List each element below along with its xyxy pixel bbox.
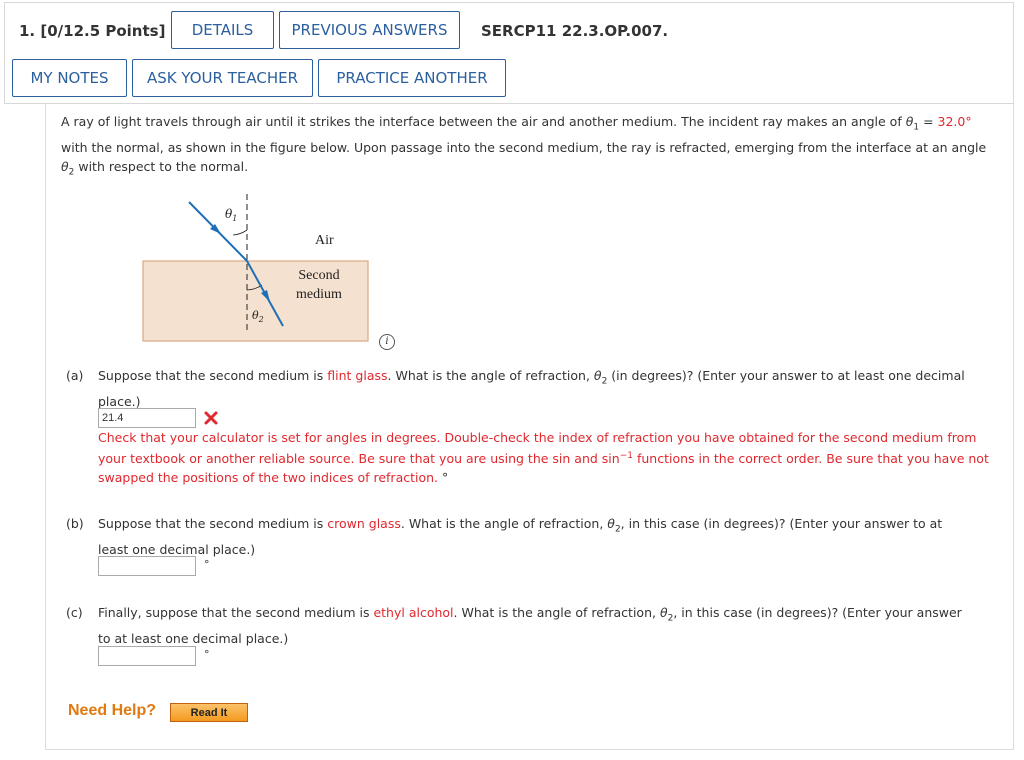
part-c xyxy=(66,603,996,646)
problem-statement xyxy=(61,112,991,182)
part-b-label: (b) xyxy=(66,516,84,531)
x-mark-icon xyxy=(203,410,219,426)
air-label: Air xyxy=(315,233,334,248)
part-c-question: Finally, suppose that the second medium is ethyl alcohol. What is the angle of refraction, $\theta_2$, in this case (in degrees)? (Enter your answer to at least one decimal place.) xyxy=(98,605,962,646)
part-a xyxy=(66,366,996,409)
theta1-value: 32.0° xyxy=(937,114,972,129)
theta2-symbol: θ xyxy=(61,158,69,174)
intro-text-1: A ray of light travels through air until it strikes the interface between the air and another medium. The incident ray makes an angle of xyxy=(61,114,906,129)
practice-another-button[interactable]: PRACTICE ANOTHER xyxy=(318,59,506,97)
equals-sign: = xyxy=(919,114,938,129)
part-b-material: crown glass xyxy=(327,516,401,531)
theta2-label: $\theta_2$ xyxy=(252,309,264,324)
part-a-material: flint glass xyxy=(327,368,388,383)
part-a-question: Suppose that the second medium is flint glass. What is the angle of refraction, $\theta_2$ (in degrees)? (Enter your answer to at least one decimal place.) xyxy=(98,368,965,409)
part-c-label: (c) xyxy=(66,605,83,620)
ask-your-teacher-button[interactable]: ASK YOUR TEACHER xyxy=(132,59,313,97)
second-medium-label-line2: medium xyxy=(296,287,342,302)
part-b xyxy=(66,514,996,557)
info-circle-icon[interactable]: i xyxy=(379,334,395,350)
part-c-material: ethyl alcohol xyxy=(373,605,454,620)
part-b-answer-input[interactable] xyxy=(98,556,196,576)
previous-answers-button[interactable]: PREVIOUS ANSWERS xyxy=(279,11,460,49)
theta2-subscript: 2 xyxy=(68,167,75,177)
theta1-label: $\theta_1$ xyxy=(225,207,238,223)
question-content xyxy=(45,104,1014,750)
theta1-symbol: θ xyxy=(905,114,914,129)
my-notes-button[interactable]: MY NOTES xyxy=(12,59,127,97)
part-c-answer-input[interactable] xyxy=(98,646,196,666)
part-a-answer-input[interactable] xyxy=(98,408,196,428)
details-button[interactable]: DETAILS xyxy=(171,11,274,49)
part-a-degree-unit: ° xyxy=(442,470,449,486)
intro-text-2: with the normal, as shown in the figure below. Upon passage into the second medium, the ray is refracted, emerging from the interface at an angle xyxy=(61,139,987,155)
question-header xyxy=(4,2,1014,104)
part-b-question: Suppose that the second medium is crown glass. What is the angle of refraction, $\theta_2$, in this case (in degrees)? (Enter your answer to at least one decimal place.) xyxy=(98,516,943,557)
refraction-figure xyxy=(141,186,381,346)
theta1-arc xyxy=(233,230,247,235)
question-number: 1. [0/12.5 Points] xyxy=(19,22,166,40)
read-it-button[interactable]: Read It xyxy=(170,703,248,722)
part-b-degree-unit: ° xyxy=(204,558,210,571)
part-a-feedback: Check that your calculator is set for angles in degrees. Double-check the index of refraction you have obtained for the second medium from your textbook or another reliable source. Be sure that you are using the sin and $\sin^{-1}$ functions in the correct order. Be sure that you have not swapped the positions of the two indices of refraction. ° xyxy=(98,430,989,486)
theta1-subscript: 1 xyxy=(913,122,920,133)
part-c-degree-unit: ° xyxy=(204,648,210,661)
intro-text-3: with respect to the normal. xyxy=(74,158,249,174)
problem-code: SERCP11 22.3.OP.007. xyxy=(481,22,669,40)
part-a-label: (a) xyxy=(66,368,84,383)
need-help-label: Need Help? xyxy=(68,702,157,719)
second-medium-label-line1: Second xyxy=(298,268,340,283)
